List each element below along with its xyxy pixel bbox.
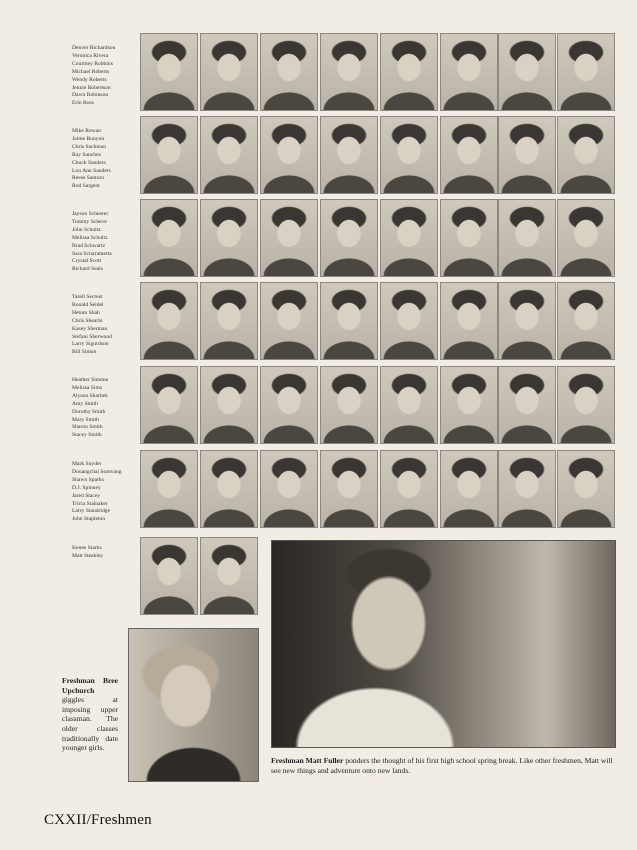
student-name: D.J. Spinney (72, 484, 101, 491)
student-name: Alyson Skarbek (72, 392, 108, 399)
student-name: Tarell Secrest (72, 294, 103, 300)
student-portrait (380, 199, 438, 277)
student-portrait (200, 450, 258, 528)
student-portrait (380, 450, 438, 528)
student-name: Ronald Seidel (72, 301, 104, 308)
student-name: Chris Sachman (72, 143, 107, 150)
student-portrait (140, 450, 198, 528)
student-portrait (440, 282, 498, 360)
student-portrait (140, 366, 198, 444)
student-portrait (260, 282, 318, 360)
student-name: Jennie Robertson (72, 84, 111, 91)
row-1-names (72, 45, 140, 108)
student-portrait (320, 282, 378, 360)
candid-photo-bree-upchurch (128, 628, 259, 782)
photo-caption-bottom (271, 756, 619, 776)
student-portrait (200, 537, 258, 615)
row-5-names (72, 377, 140, 440)
student-portrait (200, 282, 258, 360)
student-portrait (140, 116, 198, 194)
row-7-names (72, 545, 140, 561)
student-name: Reese Santoro (72, 175, 105, 182)
student-portrait (380, 282, 438, 360)
student-portrait (498, 282, 556, 360)
student-name: Stacey Smith (72, 432, 102, 439)
student-portrait (320, 116, 378, 194)
student-portrait (498, 450, 556, 528)
student-portrait (380, 366, 438, 444)
student-portrait (320, 33, 378, 111)
student-portrait (260, 366, 318, 444)
student-portrait (557, 366, 615, 444)
student-name: Tricia Stalnaker (72, 500, 108, 507)
student-name: Rod Sargent (72, 183, 100, 190)
student-portrait (200, 116, 258, 194)
student-portrait (140, 537, 198, 615)
row-2-names (72, 128, 140, 191)
student-name: Douangchai Somvang (72, 468, 122, 475)
caption-subject: Freshman Bree Upchurch (62, 676, 118, 695)
student-portrait (440, 33, 498, 111)
student-name: Melissa Schultz (72, 234, 108, 241)
student-name: Veronica Rivera (72, 52, 109, 59)
student-portrait (140, 199, 198, 277)
student-portrait (557, 33, 615, 111)
student-name: Chris Shearin (72, 317, 103, 324)
student-portrait (498, 33, 556, 111)
student-name: Denver Richardson (72, 45, 116, 51)
student-portrait (440, 366, 498, 444)
student-portrait (557, 450, 615, 528)
student-name: Larry Sigurdson (72, 341, 109, 348)
student-portrait (557, 282, 615, 360)
student-name: Mike Rowan (72, 128, 102, 134)
student-portrait (498, 116, 556, 194)
student-name: Dawn Robinson (72, 92, 109, 99)
student-portrait (140, 282, 198, 360)
student-portrait (320, 199, 378, 277)
student-name: Wendy Roberts (72, 76, 107, 83)
student-name: Crystal Scott (72, 258, 102, 265)
student-name: Sara Sciarrametta (72, 250, 112, 257)
student-name: Dorothy Smith (72, 408, 106, 415)
caption-text: giggles at imposing upper classman. The older classes traditionally date younger girls. (62, 695, 118, 753)
student-name: Erin Ross (72, 100, 94, 107)
student-portrait (380, 116, 438, 194)
student-name: Jaime Runyon (72, 135, 105, 142)
student-name: Richard Seals (72, 266, 103, 273)
student-portrait (320, 450, 378, 528)
student-name: Tommy Scheve (72, 218, 107, 225)
student-name: Hetum Shah (72, 309, 100, 316)
student-portrait (498, 199, 556, 277)
student-name: Mark Snyder (72, 461, 102, 467)
page-folio: CXXII/Freshmen (44, 812, 152, 828)
student-name: Jared Stacey (72, 492, 101, 499)
student-portrait (498, 366, 556, 444)
student-name: Mary Smith (72, 416, 99, 423)
student-portrait (440, 450, 498, 528)
student-portrait (440, 116, 498, 194)
student-portrait (260, 33, 318, 111)
candid-photo-matt-fuller (271, 540, 616, 748)
student-name: Michael Roberts (72, 68, 110, 75)
student-name: Matt Steakley (72, 552, 104, 559)
student-name: Ray Sanchez (72, 151, 102, 158)
student-name: John Stapleton (72, 516, 106, 523)
student-portrait (200, 33, 258, 111)
student-portrait (557, 116, 615, 194)
row-3-names (72, 211, 140, 274)
student-portrait (260, 199, 318, 277)
student-portrait (200, 366, 258, 444)
student-portrait (140, 33, 198, 111)
student-name: Chuck Sanders (72, 159, 106, 166)
student-name: Kasey Sherman (72, 325, 108, 332)
row-6-names (72, 461, 140, 524)
student-name: John Schultz (72, 226, 101, 233)
student-name: Shawn Sparks (72, 476, 104, 483)
student-portrait (260, 116, 318, 194)
caption-subject: Freshman Matt Fuller (271, 756, 344, 765)
student-name: Brad Schwartz (72, 242, 106, 249)
student-name: Melissa Sims (72, 384, 102, 391)
caption-text: ponders the thought of his first high school spring break. Like other freshmen, Matt will see new things and adventure onto new lands. (271, 756, 613, 775)
student-name: Sharon Smith (72, 424, 103, 431)
student-name: Kenee Starks (72, 545, 102, 551)
student-portrait (440, 199, 498, 277)
student-name: Heather Simone (72, 377, 109, 383)
student-name: Courtney Robbins (72, 60, 113, 67)
student-portrait (320, 366, 378, 444)
student-portrait (200, 199, 258, 277)
student-name: Bill Simon (72, 349, 97, 356)
student-name: Larry Standridge (72, 508, 111, 515)
student-portrait (557, 199, 615, 277)
photo-caption-left (62, 676, 118, 753)
student-name: Amy Smith (72, 400, 98, 407)
row-4-names (72, 294, 140, 357)
student-name: Lou Ann Sanders (72, 167, 111, 174)
student-portrait (260, 450, 318, 528)
student-portrait (380, 33, 438, 111)
student-name: Jayson Scheerer (72, 211, 109, 217)
student-name: Stefani Sherwood (72, 333, 112, 340)
